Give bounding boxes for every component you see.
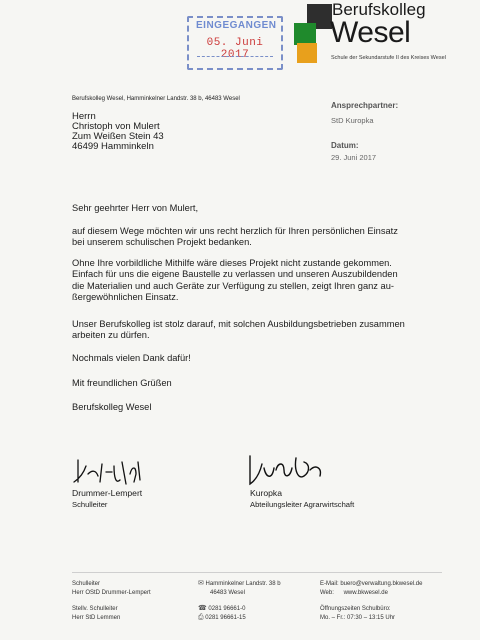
envelope-icon: ✉ [198, 580, 204, 587]
footer-web-label: Web: [320, 589, 334, 596]
recipient-line: Christoph von Mulert [72, 121, 160, 132]
stamp-divider [197, 56, 273, 57]
signature-role-2: Abteilungsleiter Agrarwirtschaft [250, 500, 355, 509]
contact-label: Ansprechpartner: [331, 101, 399, 110]
footer-line: Herr OStD Drummer-Lempert [72, 589, 151, 596]
signature-drummer-lempert [70, 452, 170, 492]
footer-line [72, 597, 151, 605]
paragraph-line: die Materialien und auch Geräte zur Verfügung zu stellen, zeigt Ihren ganz au- [72, 280, 394, 291]
paragraph-1 [72, 226, 444, 249]
logo-title-line1: Berufskolleg [332, 0, 426, 19]
closing-line: Mit freundlichen Grüßen [72, 378, 172, 388]
footer-address-city: 46483 Wesel [210, 589, 245, 596]
footer-contact [320, 580, 445, 622]
footer-line: Stellv. Schulleiter [72, 606, 118, 612]
footer-address [198, 580, 281, 622]
footer-line: Herr StD Lemmen [72, 614, 121, 621]
paragraph-3 [72, 319, 444, 342]
paragraph-line: Ohne Ihre vorbildliche Mithilfe wäre dieses Projekt nicht zustande gekommen. [72, 258, 392, 268]
received-stamp [187, 16, 283, 70]
recipient-line: Zum Weißen Stein 43 [72, 131, 164, 142]
thanks-line: Nochmals vielen Dank dafür! [72, 353, 191, 363]
footer-leadership [72, 580, 151, 622]
footer-email-label: E-Mail: [320, 581, 339, 587]
contact-value: StD Kuropka [331, 116, 374, 125]
sender-line: Berufskolleg Wesel, Hamminkelner Landstr. 38 b, 46483 Wesel [72, 96, 240, 102]
footer-email[interactable]: buero@verwaltung.bkwesel.de [340, 581, 423, 587]
paragraph-line: arbeiten zu dürfen. [72, 330, 150, 341]
logo-square-orange [297, 43, 317, 63]
paragraph-line: Einfach für uns die eigene Baustelle zu verlassen und unseren Auszubildenden [72, 269, 398, 280]
footer-line: Schulleiter [72, 581, 101, 587]
date-value: 29. Juni 2017 [331, 153, 377, 162]
recipient-line: 46499 Hamminkeln [72, 141, 154, 152]
paragraph-line: auf diesem Wege möchten wir uns recht herzlich für Ihren persönlichen Einsatz [72, 226, 398, 236]
footer-web[interactable]: www.bkwesel.de [343, 589, 388, 596]
fax-icon: ⎙ [198, 613, 204, 621]
signature-name-2: Kuropka [250, 488, 283, 498]
recipient-line: Herrn [72, 111, 96, 122]
signature-role-1: Schulleiter [72, 500, 108, 509]
school-name: Berufskolleg Wesel [72, 402, 152, 412]
paragraph-line: bei unserem schulischen Projekt bedanken. [72, 237, 252, 248]
salutation: Sehr geehrter Herr von Mulert, [72, 203, 199, 213]
footer-divider [72, 572, 442, 573]
footer-hours: Mo. – Fr.: 07:30 – 13:15 Uhr [320, 614, 396, 621]
logo-title-line2: Wesel [330, 16, 411, 49]
stamp-heading: EINGEGANGEN [196, 20, 277, 31]
logo-square-green [294, 23, 316, 45]
footer-fax: 0281 96661-15 [205, 614, 246, 621]
paragraph-line: ßergewöhnlichen Einsatz. [72, 292, 179, 303]
stamp-date: 05. Juni 2017 [206, 37, 264, 61]
recipient-address [72, 112, 164, 152]
logo-subline: Schule der Sekundarstufe II des Kreises Wesel [331, 55, 446, 61]
signature-name-1: Drummer-Lempert [72, 488, 143, 498]
paragraph-2 [72, 258, 444, 304]
footer-address-street: Hamminkelner Landstr. 38 b [205, 581, 281, 587]
phone-icon: ☎ [198, 605, 207, 612]
footer-hours-label: Öffnungszeiten Schulbüro: [320, 606, 391, 612]
signature-kuropka [240, 450, 330, 490]
footer-phone: 0281 96661-0 [208, 606, 246, 612]
date-label: Datum: [331, 141, 359, 150]
paragraph-line: Unser Berufskolleg ist stolz darauf, mit solchen Ausbildungsbetrieben zusammen [72, 319, 405, 329]
